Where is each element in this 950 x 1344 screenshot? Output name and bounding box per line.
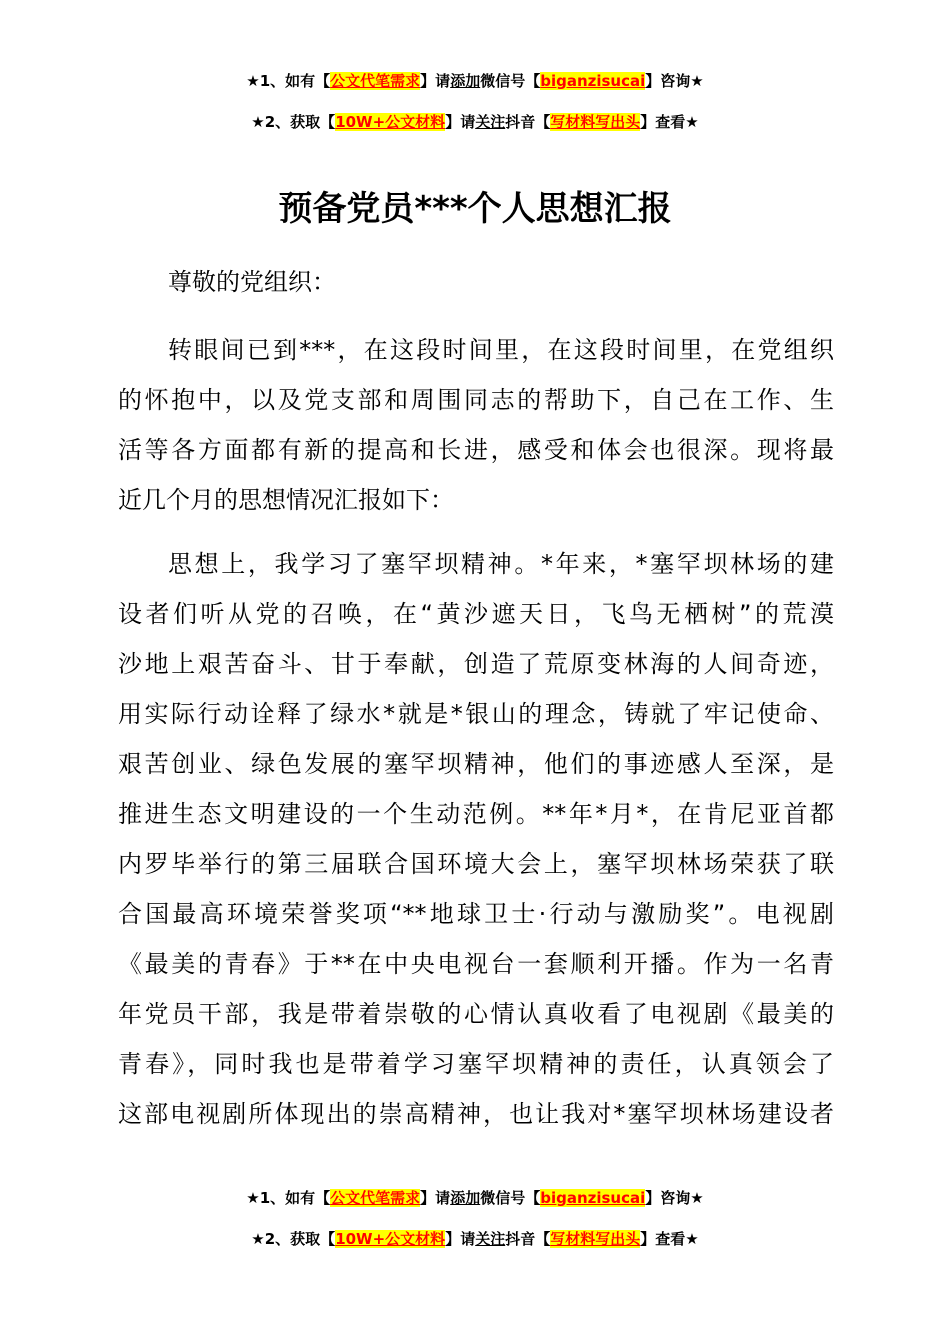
banner-underlined: 关注	[475, 113, 506, 131]
banner-text: 抖音【	[505, 1230, 551, 1248]
banner-highlight: 写材料写出头	[550, 113, 641, 131]
paragraph-line: 内罗毕举行的第三届联合国环境大会上，塞罕坝林场荣获了联	[118, 850, 834, 878]
banner-underlined: 添加	[450, 72, 481, 90]
paragraph-line: 的怀抱中，以及党支部和周围同志的帮助下，自己在工作、生	[118, 386, 834, 414]
banner-text: 】查看★	[640, 113, 699, 131]
document-title: 预备党员***个人思想汇报	[278, 189, 672, 229]
banner-text: 】请	[420, 1189, 451, 1207]
banner-text: ★2、获取【	[251, 1230, 336, 1248]
banner-highlight: 写材料写出头	[550, 1230, 641, 1248]
banner-text: 】请	[445, 113, 476, 131]
promo-banner-bottom-line-2	[0, 1229, 950, 1249]
banner-text: 微信号【	[480, 72, 541, 90]
banner-highlight: 10W+公文材料	[335, 113, 446, 131]
banner-text: 】请	[420, 72, 451, 90]
paragraph-line: 合国最高环境荣誉奖项“**地球卫士·行动与激励奖”。电视剧	[118, 900, 834, 928]
promo-banner-top-line-2	[0, 112, 950, 132]
banner-text: 】查看★	[640, 1230, 699, 1248]
salutation: 尊敬的党组织：	[168, 268, 336, 296]
banner-highlight: 公文代笔需求	[330, 72, 421, 90]
paragraph-line: 青春》，同时我也是带着学习塞罕坝精神的责任，认真领会了	[118, 1050, 834, 1078]
paragraph-line: 艰苦创业、绿色发展的塞罕坝精神，他们的事迹感人至深，是	[118, 750, 834, 778]
banner-underlined: 关注	[475, 1230, 506, 1248]
banner-text: 】请	[445, 1230, 476, 1248]
paragraph-line: 推进生态文明建设的一个生动范例。**年*月*，在肯尼亚首都	[118, 800, 834, 828]
banner-highlight: 10W+公文材料	[335, 1230, 446, 1248]
paragraph-line: 年党员干部，我是带着崇敬的心情认真收看了电视剧《最美的	[118, 1000, 834, 1028]
paragraph-line: 这部电视剧所体现出的崇高精神，也让我对*塞罕坝林场建设者	[118, 1100, 834, 1128]
banner-text: ★1、如有【	[246, 72, 331, 90]
paragraph-line: 设者们听从党的召唤，在“黄沙遮天日，飞鸟无栖树”的荒漠	[118, 600, 834, 628]
paragraph-line: 近几个月的思想情况汇报如下：	[118, 486, 454, 514]
banner-text: 微信号【	[480, 1189, 541, 1207]
promo-banner-top-line-1	[0, 71, 950, 91]
banner-text: 】咨询★	[645, 72, 704, 90]
banner-text: ★2、获取【	[251, 113, 336, 131]
paragraph-line: 用实际行动诠释了绿水*就是*银山的理念，铸就了牢记使命、	[118, 700, 834, 728]
promo-banner-bottom-line-1	[0, 1188, 950, 1208]
paragraph-line: 沙地上艰苦奋斗、甘于奉献，创造了荒原变林海的人间奇迹，	[118, 650, 834, 678]
paragraph-line: 思想上，我学习了塞罕坝精神。*年来，*塞罕坝林场的建	[168, 550, 834, 578]
paragraph-line: 转眼间已到***，在这段时间里，在这段时间里，在党组织	[168, 336, 834, 364]
banner-highlight: biganzisucai	[540, 72, 646, 90]
banner-highlight: biganzisucai	[540, 1189, 646, 1207]
banner-underlined: 添加	[450, 1189, 481, 1207]
paragraph-2	[118, 539, 834, 1139]
paragraph-1	[118, 325, 834, 525]
paragraph-line: 《最美的青春》于**在中央电视台一套顺利开播。作为一名青	[118, 950, 834, 978]
banner-highlight: 公文代笔需求	[330, 1189, 421, 1207]
banner-text: ★1、如有【	[246, 1189, 331, 1207]
banner-text: 抖音【	[505, 113, 551, 131]
banner-text: 】咨询★	[645, 1189, 704, 1207]
paragraph-line: 活等各方面都有新的提高和长进，感受和体会也很深。现将最	[118, 436, 834, 464]
